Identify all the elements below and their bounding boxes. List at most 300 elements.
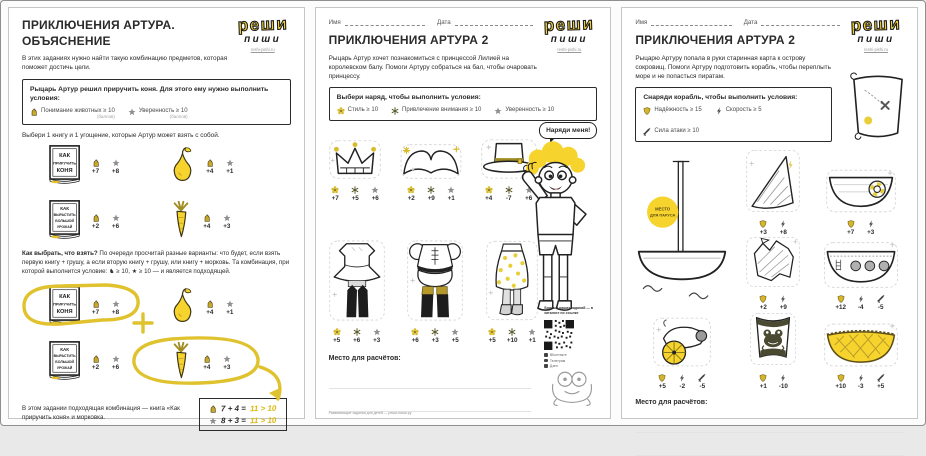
- condition: [494, 107, 554, 115]
- item-stats: [757, 295, 790, 311]
- lightning-icon: [779, 374, 787, 382]
- stat: [757, 374, 770, 390]
- stat-value: +5: [658, 383, 666, 391]
- stat: [425, 186, 438, 202]
- stat: [370, 328, 383, 344]
- svg-text:КАК: КАК: [59, 294, 71, 301]
- item-stats: [89, 355, 122, 371]
- footer-smallprint: Развивающие задания для детей — реши-пиши.ру: [328, 411, 412, 415]
- stat-value: +3: [223, 364, 231, 372]
- brand-word-top: реши: [237, 14, 289, 35]
- page1-bottom: [22, 398, 291, 431]
- intro-text: В этих заданиях нужно найти такую комбинацию предметов, которая поможет достичь цели.: [22, 55, 228, 72]
- promo-sidebar: [544, 306, 602, 409]
- condition-label: Привлечение внимания ≥ 10: [402, 107, 482, 114]
- bowl1-illustration: [826, 169, 896, 218]
- item-stats: [834, 295, 887, 311]
- horse-icon: [206, 159, 214, 167]
- flower-icon: [411, 328, 419, 336]
- condition: [391, 107, 481, 115]
- shield-icon: [837, 295, 845, 303]
- conditions: [30, 108, 283, 119]
- star-icon: [451, 328, 459, 336]
- stat-value: +1: [528, 337, 536, 345]
- star-icon: [447, 186, 455, 194]
- stat-value: +2: [407, 195, 415, 203]
- stat: [405, 186, 418, 202]
- shield-icon: [837, 374, 845, 382]
- pick-instruction: Выбери 1 книгу и 1 угощение, которые Артур может взять с собой.: [22, 132, 220, 140]
- flower-icon: [333, 328, 341, 336]
- svg-text:ВЫРАСТИТЬ: ВЫРАСТИТЬ: [53, 353, 76, 358]
- frog-doodle: [544, 405, 600, 409]
- stat-value: +7: [847, 229, 855, 237]
- stat-value: +1: [447, 195, 455, 203]
- name-date-row: [329, 18, 534, 26]
- calc-line[interactable]: [329, 389, 531, 412]
- stat: [676, 374, 689, 390]
- intro-text: Рыцарю Артуру попала в руки старинная карта к острову сокровищ. Помоги Артуру подготовить корабль, чтобы переплыть море и не попасться пиратам.: [635, 54, 831, 81]
- svg-text:ДЛЯ ПАРУСА: ДЛЯ ПАРУСА: [650, 213, 676, 218]
- horse-icon: [206, 300, 214, 308]
- stat: [350, 328, 363, 344]
- stat-value: -4: [857, 304, 864, 312]
- stat-value: +2: [91, 364, 100, 372]
- svg-text:КАК: КАК: [60, 205, 69, 211]
- cannon-illustration: [653, 317, 711, 372]
- result-row: 8 + 3 = 11 > 10: [209, 416, 276, 425]
- stat-value: +9: [779, 304, 787, 312]
- stat: [757, 220, 770, 236]
- svg-text:БОЛЬШОЙ: БОЛЬШОЙ: [55, 219, 74, 224]
- conclusion-text: В этом задании подходящая комбинация — книга «Как приручить коня» и морковка.: [22, 405, 180, 422]
- item-carrot: [169, 199, 290, 245]
- stat: [482, 186, 495, 202]
- item-boat: [635, 149, 729, 311]
- stat: [777, 220, 790, 236]
- stat: [777, 374, 790, 390]
- stat: [656, 374, 669, 390]
- condition-label: Стиль ≥ 10: [347, 107, 379, 114]
- outfit1-illustration: [329, 240, 385, 326]
- calc-label: Место для расчётов:: [635, 399, 708, 407]
- item-book2: [48, 199, 169, 245]
- condition-label: Уверенность ≥ 10: [138, 108, 188, 115]
- name-field[interactable]: Имя: [635, 18, 731, 26]
- svg-text:ВЫРАСТИТЬ: ВЫРАСТИТЬ: [53, 213, 76, 218]
- social-links: [544, 353, 602, 368]
- star-icon: [371, 186, 379, 194]
- stat: [89, 355, 102, 371]
- flagfrog-illustration: [750, 311, 796, 372]
- shield-icon: [847, 220, 855, 228]
- stat: [89, 300, 102, 316]
- hats-row: [329, 128, 537, 202]
- flower-icon: [488, 328, 496, 336]
- stat-value: +10: [506, 337, 518, 345]
- sparkle-icon: [391, 107, 399, 115]
- item-jester: [400, 144, 462, 202]
- date-blank-line[interactable]: [761, 18, 840, 26]
- carrot-illustration: [169, 201, 193, 244]
- item-stats: [757, 220, 790, 236]
- stat: [89, 159, 102, 175]
- sparkle-icon: [427, 186, 435, 194]
- stat: [203, 300, 216, 316]
- page-3-ship-task: [621, 7, 918, 419]
- horse-icon: [92, 214, 100, 222]
- stat-value: +10: [835, 383, 847, 391]
- brand-link[interactable]: reshi-pishi.ru: [864, 47, 888, 52]
- stat: [486, 328, 499, 344]
- brand-word-bottom: пиши: [244, 34, 282, 45]
- stat: [200, 355, 213, 371]
- lightning-icon: [867, 220, 875, 228]
- stat-value: +5: [333, 337, 341, 345]
- stat-value: -3: [857, 383, 864, 391]
- item-stats: [656, 374, 709, 390]
- stat-value: +5: [877, 383, 885, 391]
- stat-value: +4: [485, 195, 493, 203]
- lightning-icon: [678, 374, 686, 382]
- condition-note: (баллов): [97, 114, 115, 120]
- task-heading: Рыцарь Артур решил приручить коня. Для этого ему нужно выполнить условия:: [30, 85, 269, 103]
- condition-label: Уверенность ≥ 10: [505, 107, 555, 114]
- horse-icon: [209, 405, 217, 413]
- date-blank-line[interactable]: [455, 18, 534, 26]
- basket-illustration: [824, 323, 898, 372]
- stat-value: +3: [431, 337, 439, 345]
- task-heading: Выбери наряд, чтобы выполнить условия:: [336, 94, 481, 102]
- item-cannon: [635, 311, 729, 390]
- task-box: [22, 79, 291, 125]
- item-book1: [48, 285, 169, 331]
- stat: [757, 295, 770, 311]
- star-icon: [112, 159, 120, 167]
- stat: [220, 355, 233, 371]
- item-pear: [169, 144, 290, 190]
- howto-text: Как выбрать, что взять? По очереди просчитай разные варианты: что будет, если взять первую книгу + грушу, а если вторую книгу + грушу, или книгу + морковь. Та комбинация, при которой выполнится условие: ♞ ≥ 10, ★ ≥ 10 — и является подходящей.: [22, 250, 290, 276]
- social-link[interactable]: Дзен: [544, 364, 602, 368]
- intro-text: Рыцарь Артур хочет познакомиться с принцессой Лилией на королевском балу. Помоги Артуру собраться на бал, чтобы очаровать принцессу.: [328, 54, 537, 81]
- brand-link[interactable]: reshi-pishi.ru: [557, 47, 582, 52]
- brand-link[interactable]: reshi-pishi.ru: [250, 47, 275, 52]
- lightning-icon: [857, 374, 865, 382]
- task-heading: Снаряди корабль, чтобы выполнить условия:: [643, 94, 798, 102]
- horse-icon: [203, 214, 211, 222]
- sparkle-icon: [353, 328, 361, 336]
- item-pear: [169, 285, 290, 331]
- shield-icon: [759, 374, 767, 382]
- book2-illustration: [48, 199, 82, 245]
- shield-icon: [658, 374, 666, 382]
- stat-value: +3: [223, 223, 231, 231]
- social-link[interactable]: ВКонтакте: [544, 353, 602, 357]
- stat: [329, 186, 342, 202]
- items-grid-top: [22, 144, 291, 245]
- stat-value: +8: [111, 168, 120, 176]
- pear-illustration: [169, 146, 196, 188]
- stat-value: +5: [351, 195, 359, 203]
- stat-value: -10: [778, 383, 788, 391]
- condition-label: Скорость ≥ 5: [725, 107, 762, 114]
- stat-value: +6: [111, 223, 120, 231]
- flower-icon: [485, 186, 493, 194]
- sparkle-icon: [351, 186, 359, 194]
- item-stats: [203, 300, 236, 316]
- condition: [643, 128, 699, 136]
- horse-icon: [92, 355, 100, 363]
- conditions: [643, 107, 824, 136]
- stat-value: -5: [877, 304, 884, 312]
- star-icon: [226, 159, 234, 167]
- calc-lines[interactable]: [329, 366, 531, 412]
- stat-value: +6: [525, 195, 533, 203]
- horse-icon: [92, 300, 100, 308]
- item-stats: [89, 300, 122, 316]
- social-icon: [544, 359, 548, 363]
- star-icon: [209, 417, 217, 425]
- page-2-ball-task: [315, 7, 612, 419]
- star-icon: [223, 355, 231, 363]
- item-stats: [844, 220, 877, 236]
- stat: [696, 374, 709, 390]
- star-icon: [112, 355, 120, 363]
- sword-icon: [643, 128, 651, 136]
- sparkle-icon: [431, 328, 439, 336]
- lightning-icon: [779, 220, 787, 228]
- stat-value: +12: [835, 304, 847, 312]
- brand-logo: [231, 15, 295, 52]
- condition-note: (баллов): [169, 114, 188, 120]
- item-stats: [89, 214, 122, 230]
- stat: [223, 300, 236, 316]
- item-stats: [834, 374, 887, 390]
- shield-icon: [759, 220, 767, 228]
- flower-icon: [331, 186, 339, 194]
- jester-illustration: [400, 144, 462, 184]
- calc-line[interactable]: [635, 433, 904, 456]
- stat: [409, 328, 422, 344]
- item-stats: [757, 374, 790, 390]
- flower-icon: [337, 107, 345, 115]
- stat-value: +4: [206, 309, 214, 317]
- stat: [109, 214, 122, 230]
- sword-icon: [698, 374, 706, 382]
- item-flagfrog: [729, 311, 817, 390]
- svg-text:КАК: КАК: [59, 153, 71, 160]
- promo-text: Больше наших заданий — в каталоге по ссылке: [544, 306, 593, 316]
- stat-value: +2: [91, 223, 100, 231]
- item-outfit1: [329, 240, 385, 344]
- svg-text:ПРИРУЧИТЬ: ПРИРУЧИТЬ: [53, 161, 77, 166]
- stat: [874, 374, 887, 390]
- ship-parts-grid: [635, 149, 904, 390]
- result-row: 7 + 4 = 11 > 10: [209, 404, 276, 413]
- item-book2: [48, 340, 169, 386]
- result-box: [199, 398, 286, 431]
- stat: [864, 220, 877, 236]
- task-box: [635, 87, 832, 142]
- condition-label: Надёжность ≥ 15: [654, 107, 702, 114]
- svg-text:УРОЖАЙ: УРОЖАЙ: [56, 366, 73, 371]
- stat-value: +3: [759, 229, 767, 237]
- star-icon: [112, 300, 120, 308]
- lightning-icon: [779, 295, 787, 303]
- svg-text:КОНЯ: КОНЯ: [56, 167, 73, 174]
- calc-label: Место для расчётов:: [328, 355, 401, 363]
- stat-value: +9: [427, 195, 435, 203]
- svg-text:МЕСТО: МЕСТО: [655, 206, 671, 212]
- svg-text:БОЛЬШОЙ: БОЛЬШОЙ: [55, 360, 74, 365]
- item-sail1: [729, 149, 817, 236]
- outfits-row: [329, 206, 539, 344]
- condition-label: Сила атаки ≥ 10: [654, 128, 700, 135]
- stat-value: +5: [451, 337, 459, 345]
- stat: [109, 300, 122, 316]
- stat-value: +7: [91, 309, 100, 317]
- stat: [330, 328, 343, 344]
- sword-icon: [877, 374, 885, 382]
- social-link[interactable]: Телеграм: [544, 359, 602, 363]
- condition-label: Понимание животных ≥ 10: [41, 108, 115, 115]
- item-outfit2: [407, 240, 463, 344]
- task-box: [329, 87, 598, 121]
- star-icon: [112, 214, 120, 222]
- stat-value: -7: [505, 195, 512, 203]
- book2-illustration: [48, 340, 82, 386]
- item-hullcannons: [817, 236, 904, 311]
- sail1-illustration: [746, 149, 800, 218]
- social-icon: [544, 353, 548, 357]
- calc-lines[interactable]: [635, 410, 904, 456]
- brand-logo: реши пиши reshi-pishi.ru: [844, 15, 908, 52]
- shield-icon: [759, 295, 767, 303]
- item-sail2: [729, 236, 817, 311]
- condition: [128, 108, 188, 119]
- boat-illustration: [636, 158, 728, 309]
- stat: [874, 295, 887, 311]
- page-title: ПРИКЛЮЧЕНИЯ АРТУРА 2: [328, 33, 489, 47]
- stat: [844, 220, 857, 236]
- item-stats: [405, 186, 458, 202]
- stat-value: +1: [226, 309, 234, 317]
- condition: [30, 108, 115, 119]
- item-bowl1: [817, 149, 904, 236]
- stat: [854, 374, 867, 390]
- star-icon: [373, 328, 381, 336]
- page-title: ПРИКЛЮЧЕНИЯ АРТУРА 2: [635, 33, 796, 47]
- item-stats: [200, 214, 233, 230]
- svg-text:ПРИРУЧИТЬ: ПРИРУЧИТЬ: [53, 302, 77, 307]
- condition: [715, 107, 762, 115]
- item-crown: [329, 140, 382, 202]
- horse-icon: [92, 159, 100, 167]
- page-title: ПРИКЛЮЧЕНИЯ АРТУРА. ОБЪЯСНЕНИЕ: [22, 18, 175, 48]
- date-field[interactable]: Дата: [437, 18, 533, 26]
- items-grid-solution: [22, 285, 291, 386]
- qr-code: [544, 348, 574, 352]
- stat-value: +4: [203, 364, 211, 372]
- stat: [109, 355, 122, 371]
- carrot-illustration: [169, 342, 193, 385]
- stat: [429, 328, 442, 344]
- flower-icon: [407, 186, 415, 194]
- sail2-illustration: [746, 236, 800, 293]
- stat-value: +6: [353, 337, 361, 345]
- stat: [777, 295, 790, 311]
- item-book1: [48, 144, 169, 190]
- lightning-icon: [715, 107, 723, 115]
- star-icon: [223, 214, 231, 222]
- item-carrot: [169, 340, 290, 386]
- name-blank-line[interactable]: [651, 18, 731, 26]
- stat-value: +1: [226, 168, 234, 176]
- item-stats: [200, 355, 233, 371]
- star-icon: [128, 108, 136, 116]
- pear-illustration: [169, 287, 196, 329]
- svg-text:КАК: КАК: [60, 346, 69, 352]
- calc-line[interactable]: [635, 410, 904, 433]
- stat-value: +7: [91, 168, 100, 176]
- conditions: [337, 107, 590, 115]
- stat-value: +3: [373, 337, 381, 345]
- lightning-icon: [857, 295, 865, 303]
- sword-icon: [877, 295, 885, 303]
- stat-value: +8: [779, 229, 787, 237]
- shield-icon: [643, 107, 651, 115]
- condition: [643, 107, 701, 115]
- name-date-row: [635, 18, 840, 26]
- svg-text:УРОЖАЙ: УРОЖАЙ: [56, 225, 73, 230]
- treasure-map-illustration: [845, 70, 911, 151]
- stat-value: +5: [488, 337, 496, 345]
- date-field[interactable]: Дата: [744, 18, 840, 26]
- stat-value: +8: [111, 309, 120, 317]
- book1-illustration: [48, 144, 82, 190]
- stat: [200, 214, 213, 230]
- stat-value: +6: [111, 364, 120, 372]
- book1-illustration: [48, 285, 82, 331]
- stat: [834, 295, 847, 311]
- stat: [349, 186, 362, 202]
- stat-value: -5: [699, 383, 706, 391]
- calc-line[interactable]: [329, 366, 531, 389]
- item-stats: [203, 159, 236, 175]
- stat-value: +3: [867, 229, 875, 237]
- stat-value: +1: [759, 383, 767, 391]
- item-stats: [409, 328, 462, 344]
- item-stats: [329, 186, 382, 202]
- star-icon: [494, 107, 502, 115]
- star-icon: [226, 300, 234, 308]
- stat: [203, 159, 216, 175]
- horse-icon: [203, 355, 211, 363]
- stat: [89, 214, 102, 230]
- crown-illustration: [329, 140, 381, 184]
- name-field[interactable]: Имя: [329, 18, 425, 26]
- stat-value: +4: [206, 168, 214, 176]
- horse-icon: [30, 108, 38, 116]
- item-stats: [89, 159, 122, 175]
- stat-value: +4: [203, 223, 211, 231]
- name-blank-line[interactable]: [345, 18, 425, 26]
- svg-text:КОНЯ: КОНЯ: [56, 308, 73, 315]
- stat: [223, 159, 236, 175]
- speech-bubble: Наряди меня!: [539, 122, 597, 139]
- stat-value: +2: [759, 304, 767, 312]
- stat-value: +6: [371, 195, 379, 203]
